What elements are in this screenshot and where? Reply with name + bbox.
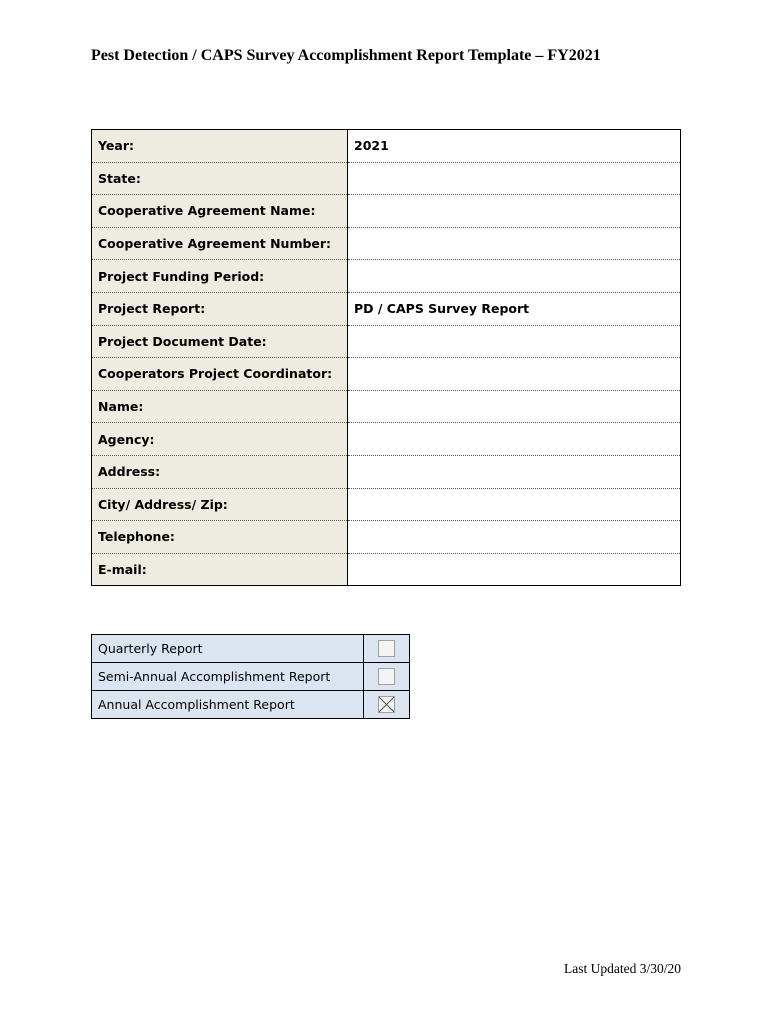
agreement-name-label: Cooperative Agreement Name: [92,195,348,228]
city-address-zip-field[interactable] [348,488,681,521]
table-row [92,162,681,195]
table-row [92,195,681,228]
report-type-table [91,634,410,719]
quarterly-report-checkbox[interactable] [378,640,395,657]
checkmark-x-icon [379,697,394,712]
funding-period-label: Project Funding Period: [92,260,348,293]
telephone-label: Telephone: [92,521,348,554]
table-row [92,521,681,554]
last-updated-footer: Last Updated 3/30/20 [564,961,681,976]
telephone-field[interactable] [348,521,681,554]
table-row [92,292,681,325]
name-label: Name: [92,390,348,423]
table-row [92,663,410,691]
semi-annual-report-checkbox[interactable] [378,668,395,685]
table-row [92,423,681,456]
semi-annual-report-label: Semi-Annual Accomplishment Report [92,663,364,691]
table-row [92,691,410,719]
coordinator-label: Cooperators Project Coordinator: [92,358,348,391]
table-row [92,390,681,423]
table-row [92,488,681,521]
agreement-number-field[interactable] [348,227,681,260]
coordinator-field[interactable] [348,358,681,391]
annual-report-label: Annual Accomplishment Report [92,691,364,719]
state-label: State: [92,162,348,195]
address-label: Address: [92,455,348,488]
table-row [92,553,681,586]
table-row [92,260,681,293]
agreement-number-label: Cooperative Agreement Number: [92,227,348,260]
document-title: Pest Detection / CAPS Survey Accomplishment Report Template – FY2021 [91,47,601,64]
agency-label: Agency: [92,423,348,456]
annual-report-checkbox[interactable] [378,696,395,713]
table-row [92,227,681,260]
quarterly-report-label: Quarterly Report [92,635,364,663]
table-row [92,358,681,391]
year-field[interactable]: 2021 [348,130,681,163]
table-row [92,455,681,488]
agreement-name-field[interactable] [348,195,681,228]
project-info-table [91,129,681,586]
funding-period-field[interactable] [348,260,681,293]
agency-field[interactable] [348,423,681,456]
document-date-field[interactable] [348,325,681,358]
table-row [92,635,410,663]
email-field[interactable] [348,553,681,586]
project-report-label: Project Report: [92,292,348,325]
table-row [92,130,681,163]
state-field[interactable] [348,162,681,195]
year-label: Year: [92,130,348,163]
city-address-zip-label: City/ Address/ Zip: [92,488,348,521]
document-date-label: Project Document Date: [92,325,348,358]
project-report-field[interactable]: PD / CAPS Survey Report [348,292,681,325]
name-field[interactable] [348,390,681,423]
address-field[interactable] [348,455,681,488]
table-row [92,325,681,358]
email-label: E-mail: [92,553,348,586]
